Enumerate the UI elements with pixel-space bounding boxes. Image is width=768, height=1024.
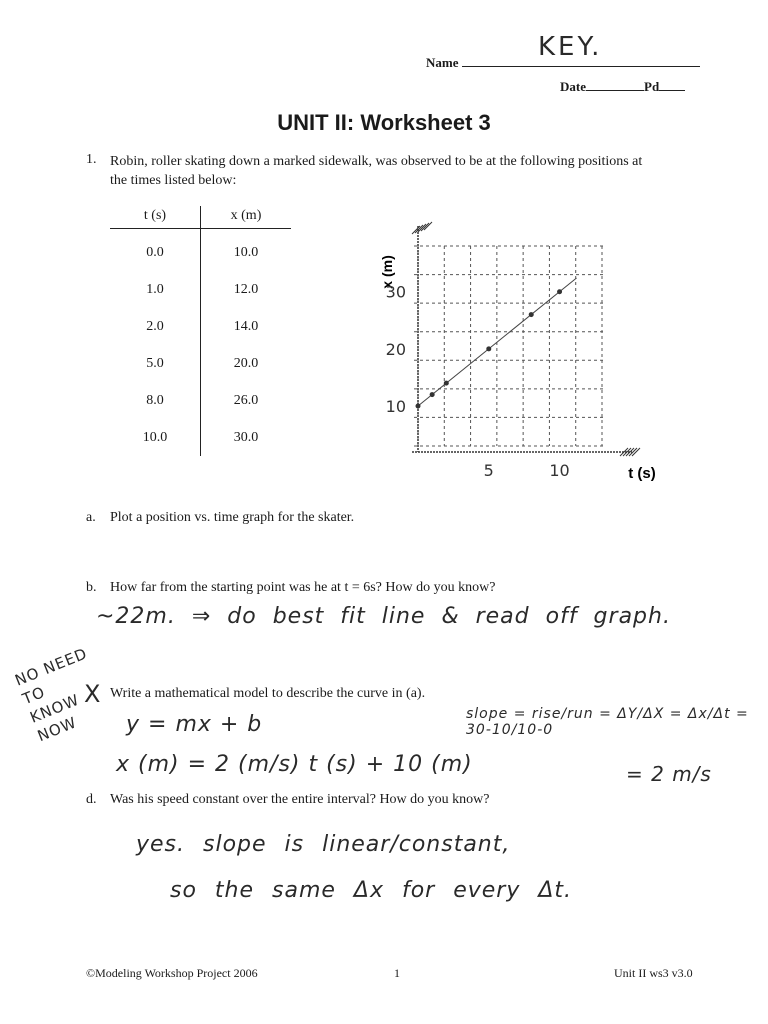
- part-d-text: Was his speed constant over the entire interval? How do you know?: [110, 792, 490, 807]
- date-pd-field: [560, 78, 685, 95]
- part-c-text: Write a mathematical model to describe the curve in (a).: [110, 686, 426, 701]
- table-cell: 10.0: [110, 419, 201, 456]
- table-row: [110, 419, 291, 456]
- part-d-answer-1: yes. slope is linear/constant,: [136, 832, 511, 857]
- data-point: [416, 404, 421, 409]
- table-header-x: x (m): [230, 208, 262, 223]
- part-b-text: How far from the starting point was he at t = 6s? How do you know?: [110, 580, 496, 595]
- part-c-answer-1: y = mx + b: [126, 712, 263, 737]
- footer-page-number: 1: [394, 966, 400, 980]
- y-tick-labels: [386, 283, 406, 416]
- data-point: [557, 289, 562, 294]
- data-point: [529, 312, 534, 317]
- y-tick-label: 20: [385, 339, 406, 359]
- table-cell: 2.0: [110, 308, 201, 345]
- graph-axes: [412, 222, 640, 456]
- table-cell: 14.0: [233, 318, 259, 334]
- axis-hatch: [418, 224, 426, 232]
- x-axis-label: t (s): [628, 465, 656, 482]
- name-label: Name: [426, 55, 459, 70]
- y-axis-label: x (m): [379, 255, 395, 289]
- date-label: Date: [560, 79, 586, 94]
- part-a-label: a.: [86, 510, 96, 525]
- table-row: [110, 345, 291, 382]
- table-row: [110, 308, 291, 345]
- data-point: [486, 346, 491, 351]
- question-prompt: [110, 152, 710, 190]
- footer-version: Unit II ws3 v3.0: [614, 966, 693, 980]
- part-d-answer-2: so the same Δx for every Δt.: [170, 878, 573, 903]
- graph-grid: [414, 246, 606, 446]
- part-b-label: b.: [86, 580, 97, 595]
- slope-work: slope = rise/run = ΔY/ΔX = Δx/Δt = 30-10/10-0: [466, 706, 749, 738]
- axis-hatch: [412, 226, 420, 234]
- position-time-graph: [370, 210, 670, 490]
- x-tick-labels: [484, 461, 570, 480]
- table-cell: 1.0: [110, 271, 201, 308]
- margin-note: NO NEED TO KNOW NOW: [12, 644, 91, 746]
- part-d-label: d.: [86, 792, 97, 807]
- table-row: [110, 271, 291, 308]
- question-number: 1.: [86, 152, 97, 167]
- part-b-answer: ~22m. ⇒ do best fit line & read off graph.: [96, 604, 671, 629]
- y-tick-label: 10: [385, 397, 406, 416]
- table-row: [110, 229, 291, 272]
- table-header-t: t (s): [110, 206, 201, 229]
- page-title: UNIT II: Worksheet 3: [277, 110, 491, 135]
- x-tick-label: 5: [483, 461, 494, 480]
- table-cell: 12.0: [233, 281, 259, 297]
- table-cell: 0.0: [110, 229, 201, 272]
- table-cell: 20.0: [233, 355, 259, 371]
- slope-result: = 2 m/s: [626, 762, 712, 786]
- axis-hatch: [415, 225, 423, 233]
- footer-copyright: ©Modeling Workshop Project 2006: [86, 966, 258, 980]
- x-tick-label: 10: [549, 461, 570, 480]
- pd-label: Pd: [644, 79, 660, 94]
- data-point: [444, 381, 449, 386]
- prompt-line-1: Robin, roller skating down a marked sidewalk, was observed to be at the following positions at: [110, 154, 643, 169]
- table-row: [110, 382, 291, 419]
- axis-hatch: [421, 223, 429, 231]
- prompt-line-2: the times listed below:: [110, 173, 237, 188]
- part-a-text: Plot a position vs. time graph for the skater.: [110, 510, 355, 525]
- data-point: [430, 392, 435, 397]
- part-c-crossed-label: X: [84, 680, 102, 708]
- table-cell: 30.0: [233, 429, 259, 445]
- table-cell: 26.0: [233, 392, 259, 408]
- table-cell: 8.0: [110, 382, 201, 419]
- table-cell: 10.0: [233, 244, 259, 260]
- name-value: KEY.: [538, 32, 603, 62]
- table-cell: 5.0: [110, 345, 201, 382]
- part-c-answer-2: x (m) = 2 (m/s) t (s) + 10 (m): [116, 752, 473, 777]
- data-table: [110, 206, 291, 456]
- axis-hatch: [424, 222, 432, 230]
- y-tick-label: 30: [385, 282, 406, 302]
